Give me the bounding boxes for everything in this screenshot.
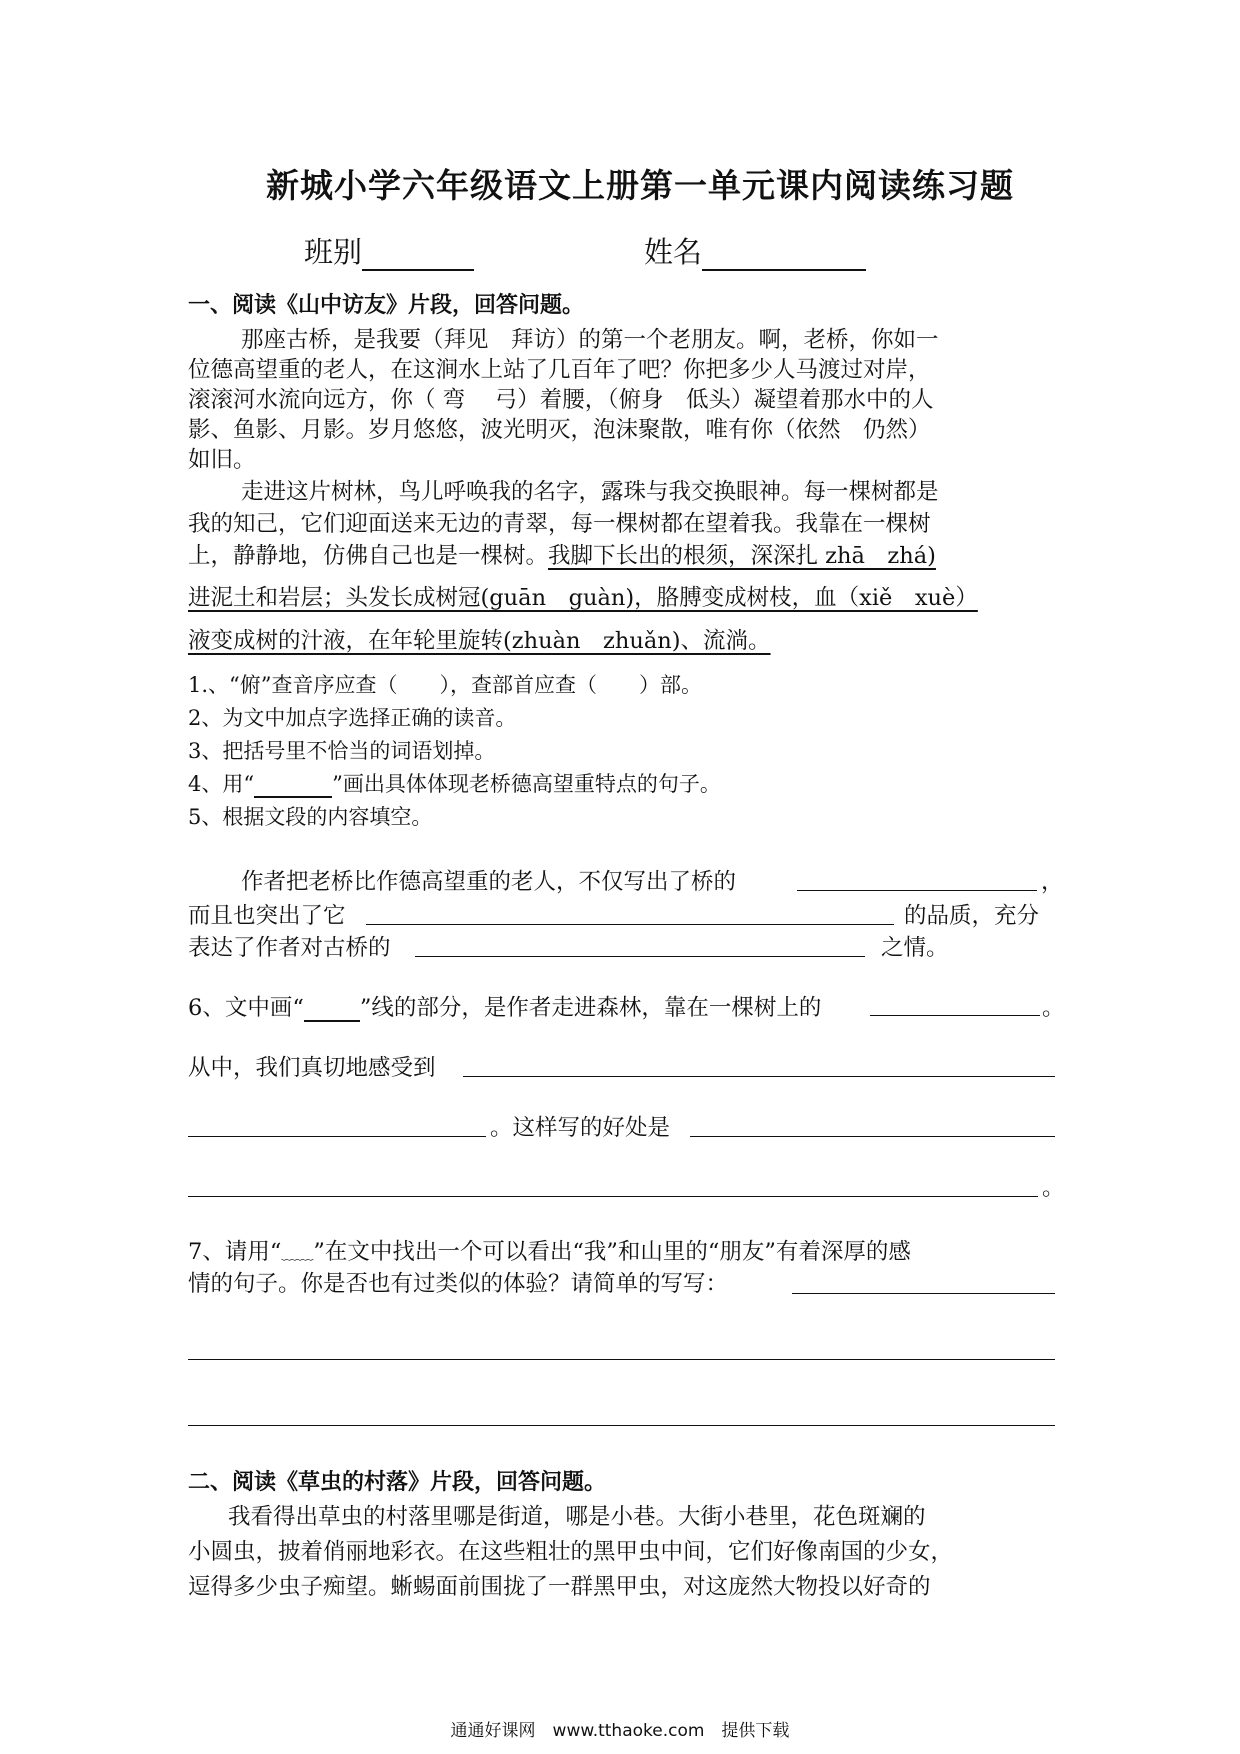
section1-heading: 一、阅读《山中访友》片段，回答问题。 bbox=[188, 292, 585, 318]
class-label: 班别 bbox=[304, 235, 363, 269]
q5-answer-blank-b[interactable] bbox=[366, 924, 894, 925]
underline-sample bbox=[254, 776, 332, 798]
wavy-line-sample: ﹏﹏ bbox=[281, 1244, 314, 1263]
passage1-line: 影、鱼影、月影。岁月悠悠，波光明灭，泡沫聚散，唯有你（依然 仍然） bbox=[188, 417, 931, 443]
name-label: 姓名 bbox=[644, 235, 703, 269]
question-1: 1.、“俯”查音序应查（ ），查部首应查（ ）部。 bbox=[188, 673, 703, 697]
q7-answer-blank-c[interactable] bbox=[188, 1425, 1055, 1426]
name-blank[interactable] bbox=[702, 239, 866, 271]
q5-line-b: 而且也突出了它 bbox=[188, 903, 346, 929]
passage1-line: 位德高望重的老人，在这涧水上站了几百年了吧？你把多少人马渡过对岸， bbox=[188, 357, 931, 383]
q6-answer-blank-d[interactable] bbox=[690, 1136, 1055, 1137]
q6-answer-blank-a[interactable] bbox=[870, 1015, 1040, 1016]
q6-answer-blank-b[interactable] bbox=[463, 1076, 1055, 1077]
passage1-plain: 上，静静地，仿佛自己也是一棵树。 bbox=[188, 543, 549, 569]
class-blank[interactable] bbox=[362, 239, 474, 271]
question-7 bbox=[188, 1234, 911, 1266]
question-6-pre: 6、文中画“ bbox=[188, 995, 304, 1021]
question-7-post: ”在文中找出一个可以看出“我”和山里的“朋友”有着深厚的感 bbox=[313, 1239, 911, 1265]
question-3: 3、把括号里不恰当的词语划掉。 bbox=[188, 739, 496, 763]
passage1-line: 那座古桥，是我要（拜见 拜访）的第一个老朋友。啊，老桥，你如一 bbox=[241, 327, 939, 353]
question-6-mid: ”线的部分，是作者走进森林，靠在一棵树上的 bbox=[359, 995, 822, 1021]
question-4 bbox=[188, 768, 721, 798]
passage1-underlined-sentence: 进泥土和岩层；头发长成树冠(guān guàn)，胳膊变成树枝，血（xiě xuè） bbox=[188, 585, 978, 611]
question-6 bbox=[188, 990, 821, 1022]
passage1-line: 我的知己，它们迎面送来无边的青翠，每一棵树都在望着我。我靠在一棵树 bbox=[188, 511, 931, 537]
q7-answer-blank-a[interactable] bbox=[792, 1293, 1055, 1294]
q6-line-d-end: 。 bbox=[1042, 1175, 1065, 1201]
passage1-line: 走进这片树林，鸟儿呼唤我的名字，露珠与我交换眼神。每一棵树都是 bbox=[241, 479, 939, 505]
q5-line-a: 作者把老桥比作德高望重的老人，不仅写出了桥的 bbox=[241, 869, 737, 895]
underline-sample bbox=[304, 1000, 360, 1022]
q6-answer-blank-e[interactable] bbox=[188, 1196, 1038, 1197]
name-field[interactable] bbox=[644, 230, 866, 271]
q5-line-c: 表达了作者对古桥的 bbox=[188, 935, 391, 961]
question-2: 2、为文中加点字选择正确的读音。 bbox=[188, 706, 517, 730]
question-4-post: ”画出具体体现老桥德高望重特点的句子。 bbox=[332, 772, 721, 796]
question-7-pre: 7、请用“ bbox=[188, 1239, 282, 1265]
passage2-line: 我看得出草虫的村落里哪是街道，哪是小巷。大街小巷里，花色斑斓的 bbox=[228, 1504, 926, 1530]
passage1-underlined-sentence: 我脚下长出的根须，深深扎 zhā zhá) bbox=[548, 543, 936, 569]
class-field[interactable] bbox=[304, 230, 474, 271]
page-title: 新城小学六年级语文上册第一单元课内阅读练习题 bbox=[266, 166, 1014, 205]
q5-answer-blank-c[interactable] bbox=[415, 956, 865, 957]
question-6-end: 。 bbox=[1042, 995, 1065, 1021]
question-4-pre: 4、用“ bbox=[188, 772, 255, 796]
page-footer: 通通好课网 www.tthaoke.com 提供下载 bbox=[450, 1721, 790, 1741]
q6-line-c: 。这样写的好处是 bbox=[490, 1115, 671, 1141]
question-5: 5、根据文段的内容填空。 bbox=[188, 805, 433, 829]
passage1-line-with-underlined bbox=[188, 538, 936, 570]
passage1-underlined-sentence: 液变成树的汁液，在年轮里旋转(zhuàn zhuǎn)、流淌。 bbox=[188, 628, 771, 654]
passage2-line: 逗得多少虫子痴望。蜥蜴面前围拢了一群黑甲虫，对这庞然大物投以好奇的 bbox=[188, 1574, 931, 1600]
q5-line-c-end: 之情。 bbox=[881, 935, 949, 961]
passage2-line: 小圆虫，披着俏丽地彩衣。在这些粗壮的黑甲虫中间，它们好像南国的少女， bbox=[188, 1539, 954, 1565]
passage1-line: 滚滚河水流向远方，你（ 弯 弓）着腰，（俯身 低头）凝望着那水中的人 bbox=[188, 387, 934, 413]
q6-line-b: 从中，我们真切地感受到 bbox=[188, 1055, 436, 1081]
section2-heading: 二、阅读《草虫的村落》片段，回答问题。 bbox=[188, 1469, 607, 1495]
q7-answer-blank-b[interactable] bbox=[188, 1359, 1055, 1360]
q5-line-b-end: 的品质，充分 bbox=[904, 903, 1040, 929]
q5-line-a-end: ， bbox=[1041, 869, 1064, 895]
q5-answer-blank-a[interactable] bbox=[797, 890, 1037, 891]
q6-answer-blank-c[interactable] bbox=[188, 1136, 486, 1137]
question-7-b: 情的句子。你是否也有过类似的体验？请简单的写写： bbox=[188, 1271, 729, 1297]
passage1-line: 如旧。 bbox=[188, 447, 256, 473]
